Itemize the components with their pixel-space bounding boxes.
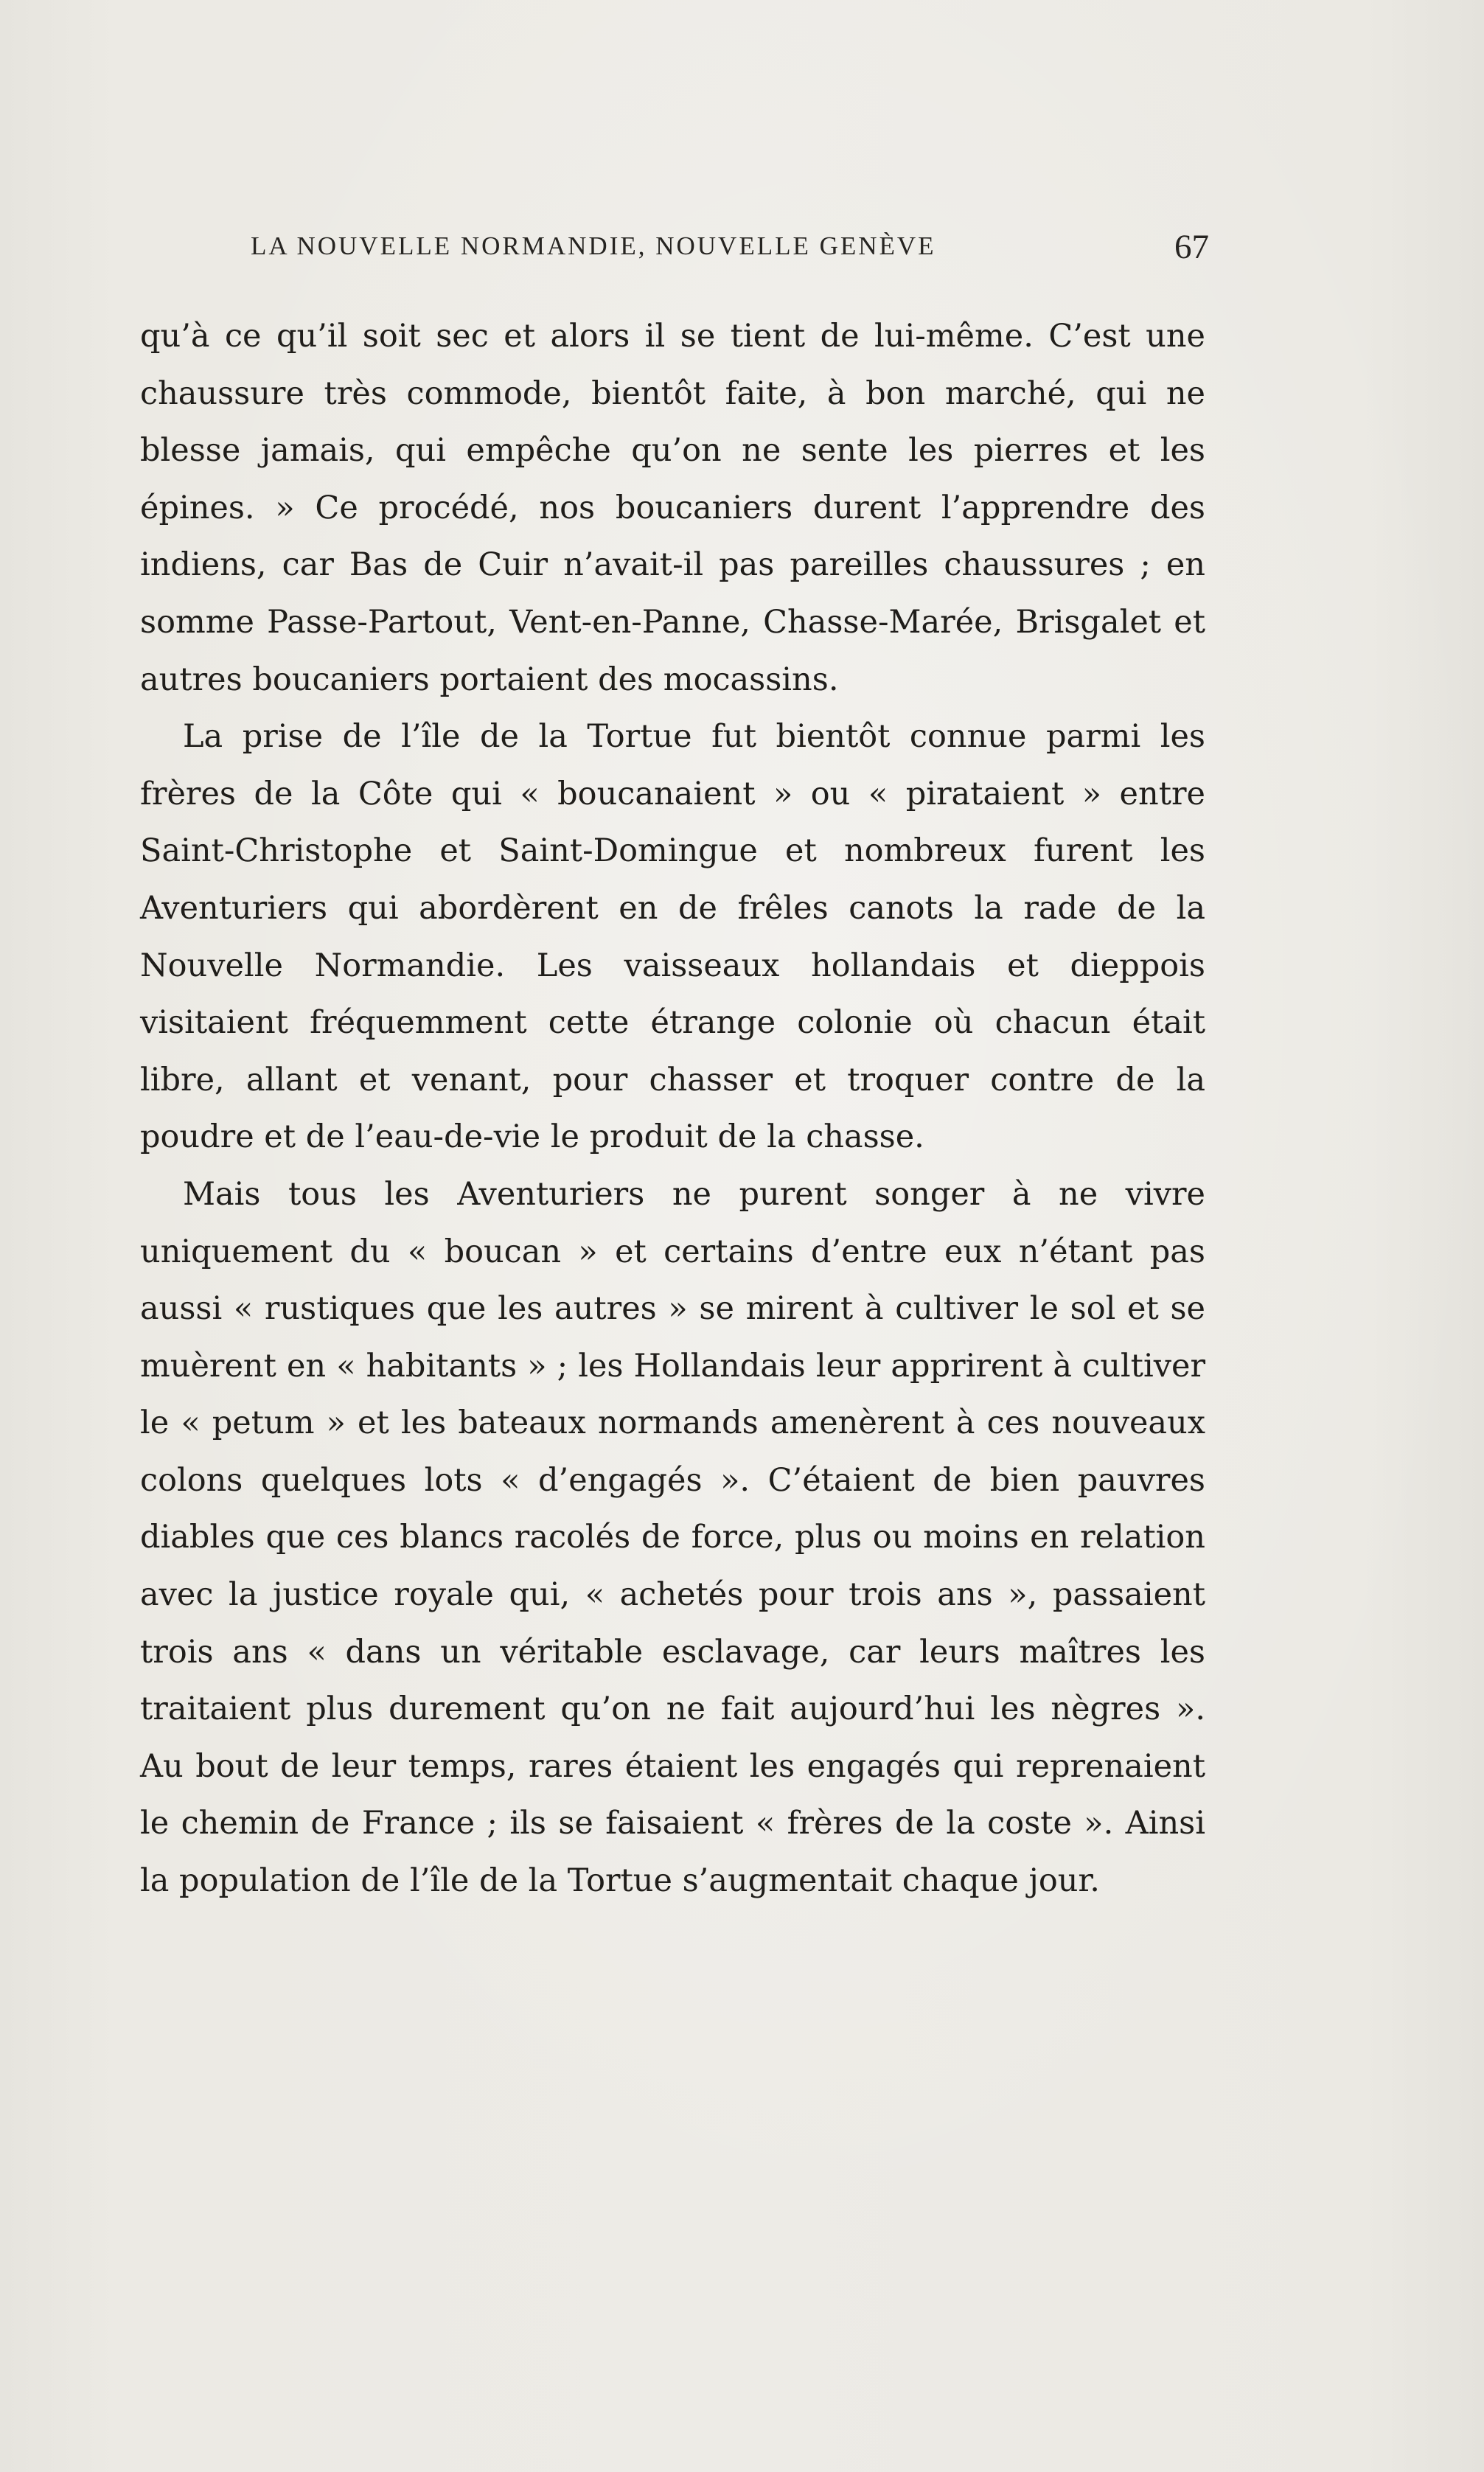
running-title: LA NOUVELLE NORMANDIE, NOUVELLE GENÈVE xyxy=(251,231,936,260)
body-text xyxy=(140,308,1205,1910)
paragraph-3: Mais tous les Aventuriers ne purent songer à ne vivre uniquement du « boucan » et certains d’entre eux n’étant pas aussi « rustiques que les autres » se mirent à cultiver le sol et se muèrent en « habitants » ; les Hollandais leur apprirent à cultiver le « petum » et les bateaux normands amenèrent à ces nouveaux colons quelques lots « d’engagés ». C’étaient de bien pauvres diables que ces blancs racolés de force, plus ou moins en relation avec la justice royale qui, « achetés pour trois ans », passaient trois ans « dans un véritable esclavage, car leurs maîtres les traitaient plus durement qu’on ne fait aujourd’hui les nègres ». Au bout de leur temps, rares étaient les engagés qui reprenaient le chemin de France ; ils se faisaient « frères de la coste ». Ainsi la population de l’île de la Tortue s’augmentait chaque jour. xyxy=(140,1175,1205,1900)
paragraph-1: qu’à ce qu’il soit sec et alors il se tient de lui-même. C’est une chaussure très commode, bientôt faite, à bon marché, qui ne blesse jamais, qui empêche qu’on ne sente les pierres et les épines. » Ce procédé, nos boucaniers durent l’apprendre des indiens, car Bas de Cuir n’avait-il pas pareilles chaussures ; en somme Passe-Partout, Vent-en-Panne, Chasse-Marée, Brisgalet et autres boucaniers portaient des mocassins. xyxy=(140,318,1205,698)
page-header xyxy=(251,227,1209,271)
page-number: 67 xyxy=(1174,228,1209,266)
paragraph-2: La prise de l’île de la Tortue fut bientôt connue parmi les frères de la Côte qui « boucanaient » ou « pirataient » entre Saint-Christophe et Saint-Domingue et nombreux furent les Aventuriers qui abordèrent en de frêles canots la rade de la Nouvelle Normandie. Les vaisseaux hollandais et dieppois visitaient fréquemment cette étrange colonie où chacun était libre, allant et venant, pour chasser et troquer contre de la poudre et de l’eau-de-vie le produit de la chasse. xyxy=(140,718,1205,1156)
